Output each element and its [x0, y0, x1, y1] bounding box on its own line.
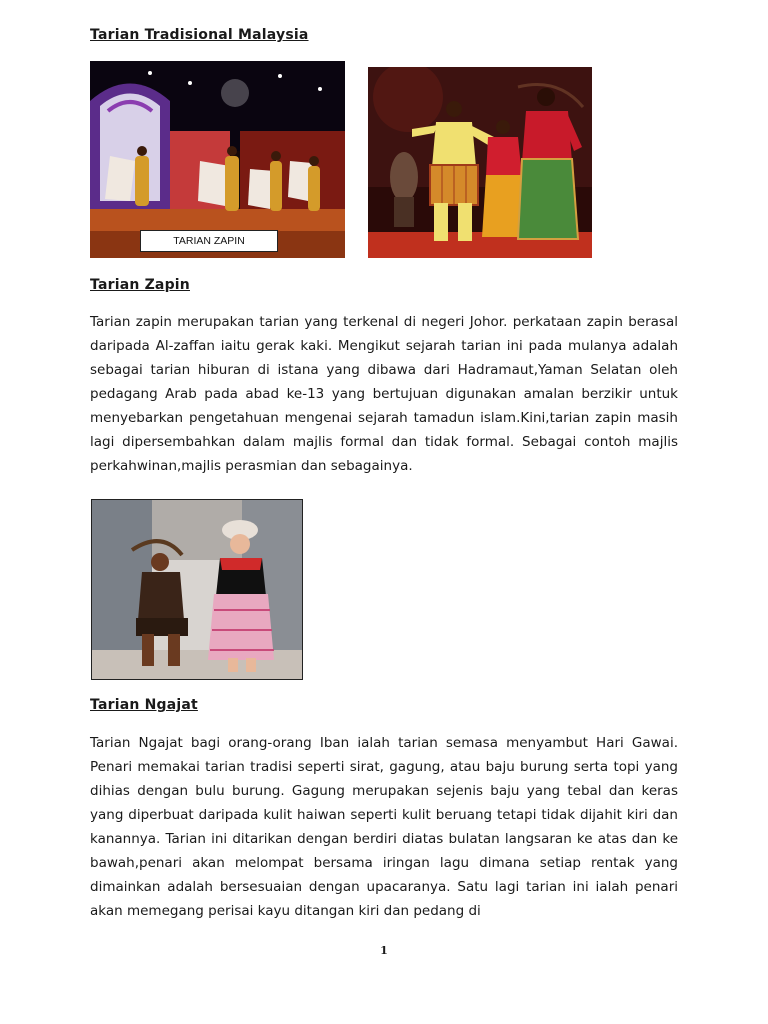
section-body-ngajat: Tarian Ngajat bagi orang-orang Iban ialah tarian semasa menyambut Hari Gawai. Penari memakai tarian tradisi seperti sirat, gagung, atau baju burung serta topi yang dihias dengan bulu burung. Gagung merupakan sejenis baju yang tebal dan keras yang diperbuat daripada kulit haiwan seperti kulit beruang tetapi tidak dijahit kiri dan kanannya. Tarian ini ditarikan dengan berdiri diatas bulatan langsaran ke atas dan ke bawah,penari akan melompat bersama iringan lagu dimana setiap rentak yang dimainkan adalah bersesuaian dengan upacaranya. Satu lagi tarian ini ialah penari akan memegang perisai kayu ditangan kiri dan pedang di: [90, 735, 678, 919]
zapin-dancers-photo: [368, 67, 592, 258]
section-heading-ngajat: Tarian Ngajat: [90, 697, 198, 713]
section-body-zapin: Tarian zapin merupakan tarian yang terkenal di negeri Johor. perkataan zapin berasal daripada Al-zaffan iaitu gerak kaki. Mengikut sejarah tarian ini pada mulanya adalah sebagai tarian hiburan di istana yang dibawa dari Hadramaut,Yaman Selatan oleh pedagang Arab pada abad ke-13 yang bertujuan digunakan amalan berzikir untuk menyebarkan pengetahuan mengenai sejarah tamadun islam.Kini,tarian zapin masih lagi dipersembahkan dalam majlis formal dan tidak formal. Sebagai contoh majlis perkahwinan,majlis perasmian dan sebagainya.: [90, 314, 678, 474]
document-title: Tarian Tradisional Malaysia: [90, 27, 309, 43]
section-heading-zapin: Tarian Zapin: [90, 277, 190, 293]
ngajat-dancers-photo: [91, 499, 303, 680]
zapin-stage-photo: [90, 61, 345, 258]
page-number: 1: [380, 944, 388, 957]
zapin-photo-caption: TARIAN ZAPIN: [140, 230, 278, 252]
